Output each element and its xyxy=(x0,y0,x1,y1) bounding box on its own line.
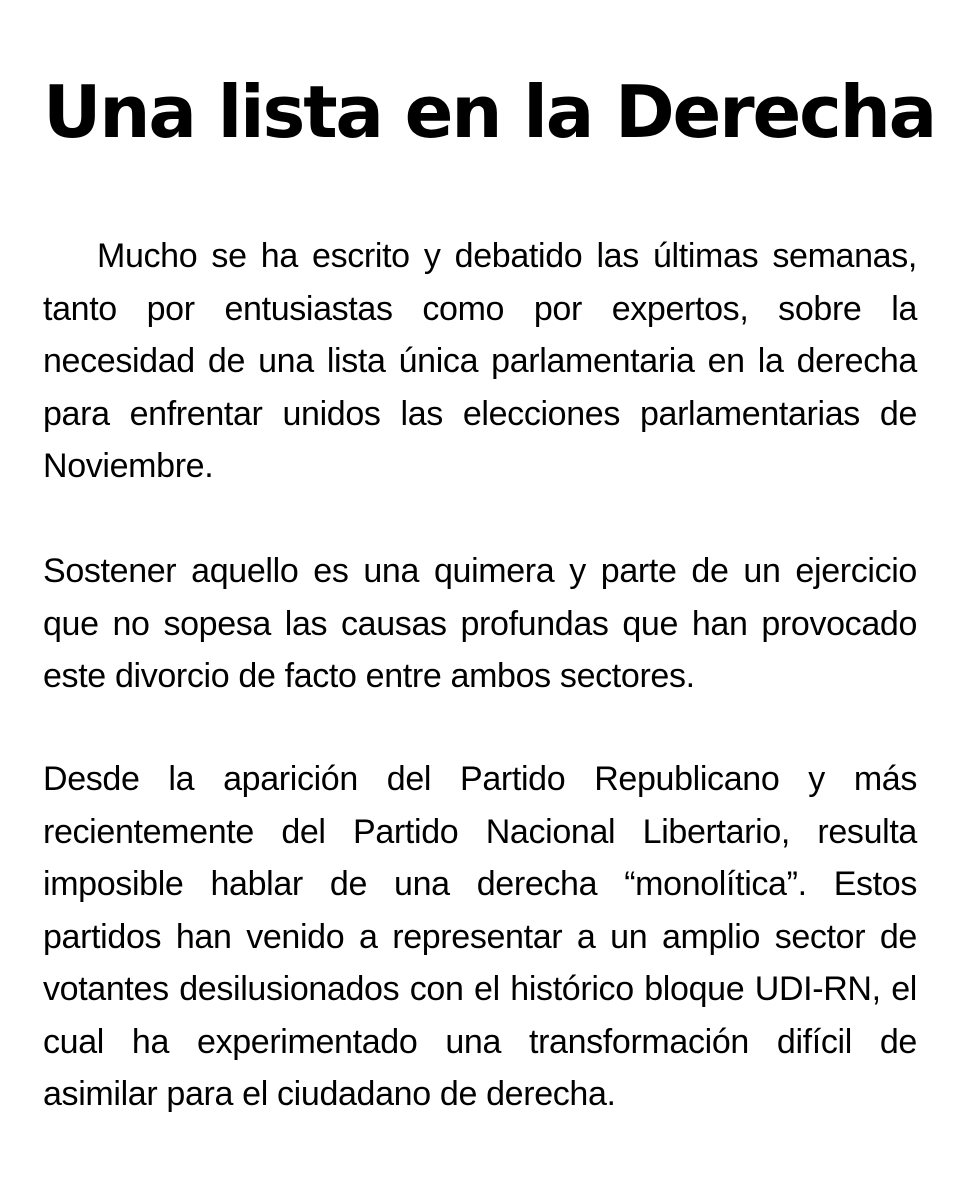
paragraph-2: Sostener aquello es una quimera y parte de un ejercicio que no sopesa las causas profundas que han provocado este divorcio de facto entre ambos sectores. xyxy=(43,552,917,695)
document-page xyxy=(43,0,936,1200)
paragraph-1: Mucho se ha escrito y debatido las últimas semanas, tanto por entusiastas como por expertos, sobre la necesidad de una lista única parlamentaria en la derecha para enfrentar unidos las elecciones parlamentarias de Noviembre. xyxy=(43,237,917,485)
document-title: Una lista en la Derecha xyxy=(43,70,936,154)
paragraph-3: Desde la aparición del Partido Republicano y más recientemente del Partido Nacional Libertario, resulta imposible hablar de una derecha “monolítica”. Estos partidos han venido a representar a un amplio sector de votantes desilusionados con el histórico bloque UDI-RN, el cual ha experimentado una transformación difícil de asimilar para el ciudadano de derecha. xyxy=(43,760,917,1113)
